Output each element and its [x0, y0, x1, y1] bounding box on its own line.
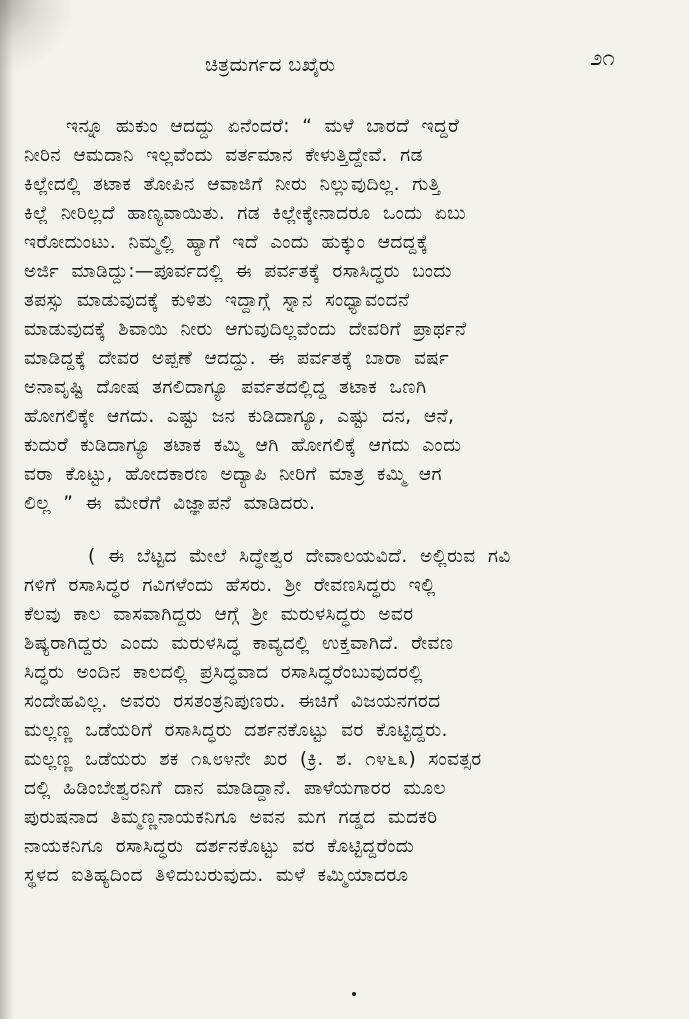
page-number: ೨೧: [590, 46, 615, 71]
text-line: ಮಲ್ಲಣ್ಣ ಒಡೆಯರಿಗೆ ರಸಾಸಿದ್ಧರು ದರ್ಶನಕೊಟ್ಟು ವರ ಕೊಟ್ಟಿದ್ದರು.: [24, 720, 448, 741]
text-line: ತಪಸ್ಸು ಮಾಡುವುದಕ್ಕೆ ಕುಳಿತು ಇದ್ದಾಗ್ಗೆ ಸ್ನಾನ ಸಂಧ್ಯಾವಂದನೆ: [24, 290, 410, 311]
text-line: ಕಿಲ್ಲೇದಲ್ಲಿ ತಟಾಕ ತೋಪಿನ ಆವಾಜಿಗೆ ನೀರು ನಿಲ್ಲುವುದಿಲ್ಲ. ಗುತ್ತಿ: [24, 174, 441, 195]
text-line: ಕಿಲ್ಲೆ ನೀರಿಲ್ಲದೆ ಹಾಣ್ಯವಾಯಿತು. ಗಡ ಕಿಲ್ಲೇಕ್ಕೇನಾದರೂ ಒಂದು ಏಬು: [24, 203, 467, 224]
text-line: ಮಲ್ಲಣ್ಣ ಒಡೆಯರು ಶಕ ೧೩೮೪ನೇ ಖರ (ಕ್ರಿ. ಶ. ೧೪೬೩) ಸಂವತ್ಸರ: [24, 749, 482, 770]
text-line: ಮಾಡಿದ್ದಕ್ಕೆ ದೇವರ ಅಪ್ಪಣೆ ಆದದ್ದು. ಈ ಪರ್ವತಕ್ಕೆ ಬಾರಾ ವರ್ಷ: [24, 348, 449, 369]
text-line: ದಲ್ಲಿ ಹಿಡಿಂಬೇಶ್ವರನಿಗೆ ದಾನ ಮಾಡಿದ್ದಾನೆ. ಪಾಳೆಯಗಾರರ ಮೂಲ: [24, 778, 446, 799]
text-line: ಮಾಡುವುದಕ್ಕೆ ಶಿವಾಯಿ ನೀರು ಆಗುವುದಿಲ್ಲವೆಂದು ದೇವರಿಗೆ ಪ್ರಾರ್ಥನೆ: [24, 319, 467, 340]
text-line: ಇನ್ನೂ ಹುಕುಂ ಆದದ್ದು ಏನೆಂದರೆ: “ ಮಳೆ ಬಾರದೆ ಇದ್ದರೆ: [66, 116, 460, 137]
text-line: ( ಈ ಬೆಟ್ಟದ ಮೇಲೆ ಸಿದ್ಧೇಶ್ವರ ದೇವಾಲಯವಿದೆ. ಅಲ್ಲಿರುವ ಗವಿ: [88, 546, 511, 567]
text-line: ಶಿಷ್ಯರಾಗಿದ್ದರು ಎಂದು ಮರುಳಸಿದ್ಧ ಕಾವ್ಯದಲ್ಲಿ ಉಕ್ತವಾಗಿದೆ. ರೇವಣ: [24, 633, 454, 654]
scan-speck: [352, 992, 356, 996]
text-line: ಕೆಲವು ಕಾಲ ವಾಸವಾಗಿದ್ದರು ಆಗ್ಗೆ ಶ್ರೀ ಮರುಳಸಿದ್ಧರು ಅವರ: [24, 604, 414, 625]
text-line: ನಾಯಕನಿಗೂ ರಸಾಸಿದ್ಧರು ದರ್ಶನಕೊಟ್ಟು ವರ ಕೊಟ್ಟಿದ್ದರೆಂದು: [24, 836, 415, 857]
text-line: ಕುದುರೆ ಕುಡಿದಾಗ್ಯೂ ತಟಾಕ ಕಮ್ಮಿ ಆಗಿ ಹೋಗಲಿಕ್ಕೆ ಆಗದು ಎಂದು: [24, 435, 462, 456]
text-line: ಹೋಗಲಿಕ್ಕೇ ಆಗದು. ಎಷ್ಟು ಜನ ಕುಡಿದಾಗ್ಯೂ, ಎಷ್ಟು ದನ, ಆನೆ,: [24, 406, 455, 427]
text-line: ಸ್ಥಳದ ಐತಿಹ್ಯದಿಂದ ತಿಳಿದುಬರುವುದು. ಮಳೆ ಕಮ್ಮಿಯಾದರೂ: [24, 865, 409, 886]
text-line: ನೀರಿನ ಆಮದಾನಿ ಇಲ್ಲವೆಂದು ವರ್ತಮಾನ ಕೇಳುತ್ತಿದ್ದೇವೆ. ಗಡ: [24, 145, 423, 166]
text-line: ಪುರುಷನಾದ ತಿಮ್ಮಣ್ಣನಾಯಕನಿಗೂ ಅವನ ಮಗ ಗಡ್ಡದ ಮದಕರಿ: [24, 807, 438, 828]
text-line: ಸಿದ್ಧರು ಅಂದಿನ ಕಾಲದಲ್ಲಿ ಪ್ರಸಿದ್ಧವಾದ ರಸಾಸಿದ್ಧರೆಂಬುವುದರಲ್ಲಿ: [24, 662, 423, 683]
text-line: ಇರೋದುಂಟು. ನಿಮ್ಮಲ್ಲಿ ಹ್ಯಾಗೆ ಇದೆ ಎಂದು ಹುಕ್ಕುಂ ಆದದ್ದಕ್ಕೆ: [24, 232, 429, 253]
text-line: ಸಂದೇಹವಿಲ್ಲ. ಅವರು ರಸತಂತ್ರನಿಪುಣರು. ಈಚಿಗೆ ವಿಜಯನಗರದ: [24, 691, 441, 712]
text-line: ಲಿಲ್ಲ ” ಈ ಮೇರೆಗೆ ವಿಜ್ಞಾಪನೆ ಮಾಡಿದರು.: [24, 493, 316, 514]
text-line: ಗಳಿಗೆ ರಸಾಸಿದ್ಧರ ಗವಿಗಳೆಂದು ಹೆಸರು. ಶ್ರೀ ರೇವಣಸಿದ್ಧರು ಇಲ್ಲಿ: [24, 575, 436, 596]
text-line: ಅನಾವೃಷ್ಟಿ ದೋಷ ತಗಲಿದಾಗ್ಯೂ ಪರ್ವತದಲ್ಲಿದ್ದ ತಟಾಕ ಒಣಗಿ: [24, 377, 427, 398]
running-head: ಚಿತ್ರದುರ್ಗದ ಬಖೈರು: [205, 54, 336, 76]
text-line: ಅರ್ಜಿ ಮಾಡಿದ್ದು:—ಪೂರ್ವದಲ್ಲಿ ಈ ಪರ್ವತಕ್ಕೆ ರಸಾಸಿದ್ಧರು ಬಂದು: [24, 261, 452, 282]
text-line: ವರಾ ಕೊಟ್ಟು, ಹೋದಕಾರಣ ಅದ್ಯಾಪಿ ನೀರಿಗೆ ಮಾತ್ರ ಕಮ್ಮಿ ಆಗ: [24, 464, 442, 485]
